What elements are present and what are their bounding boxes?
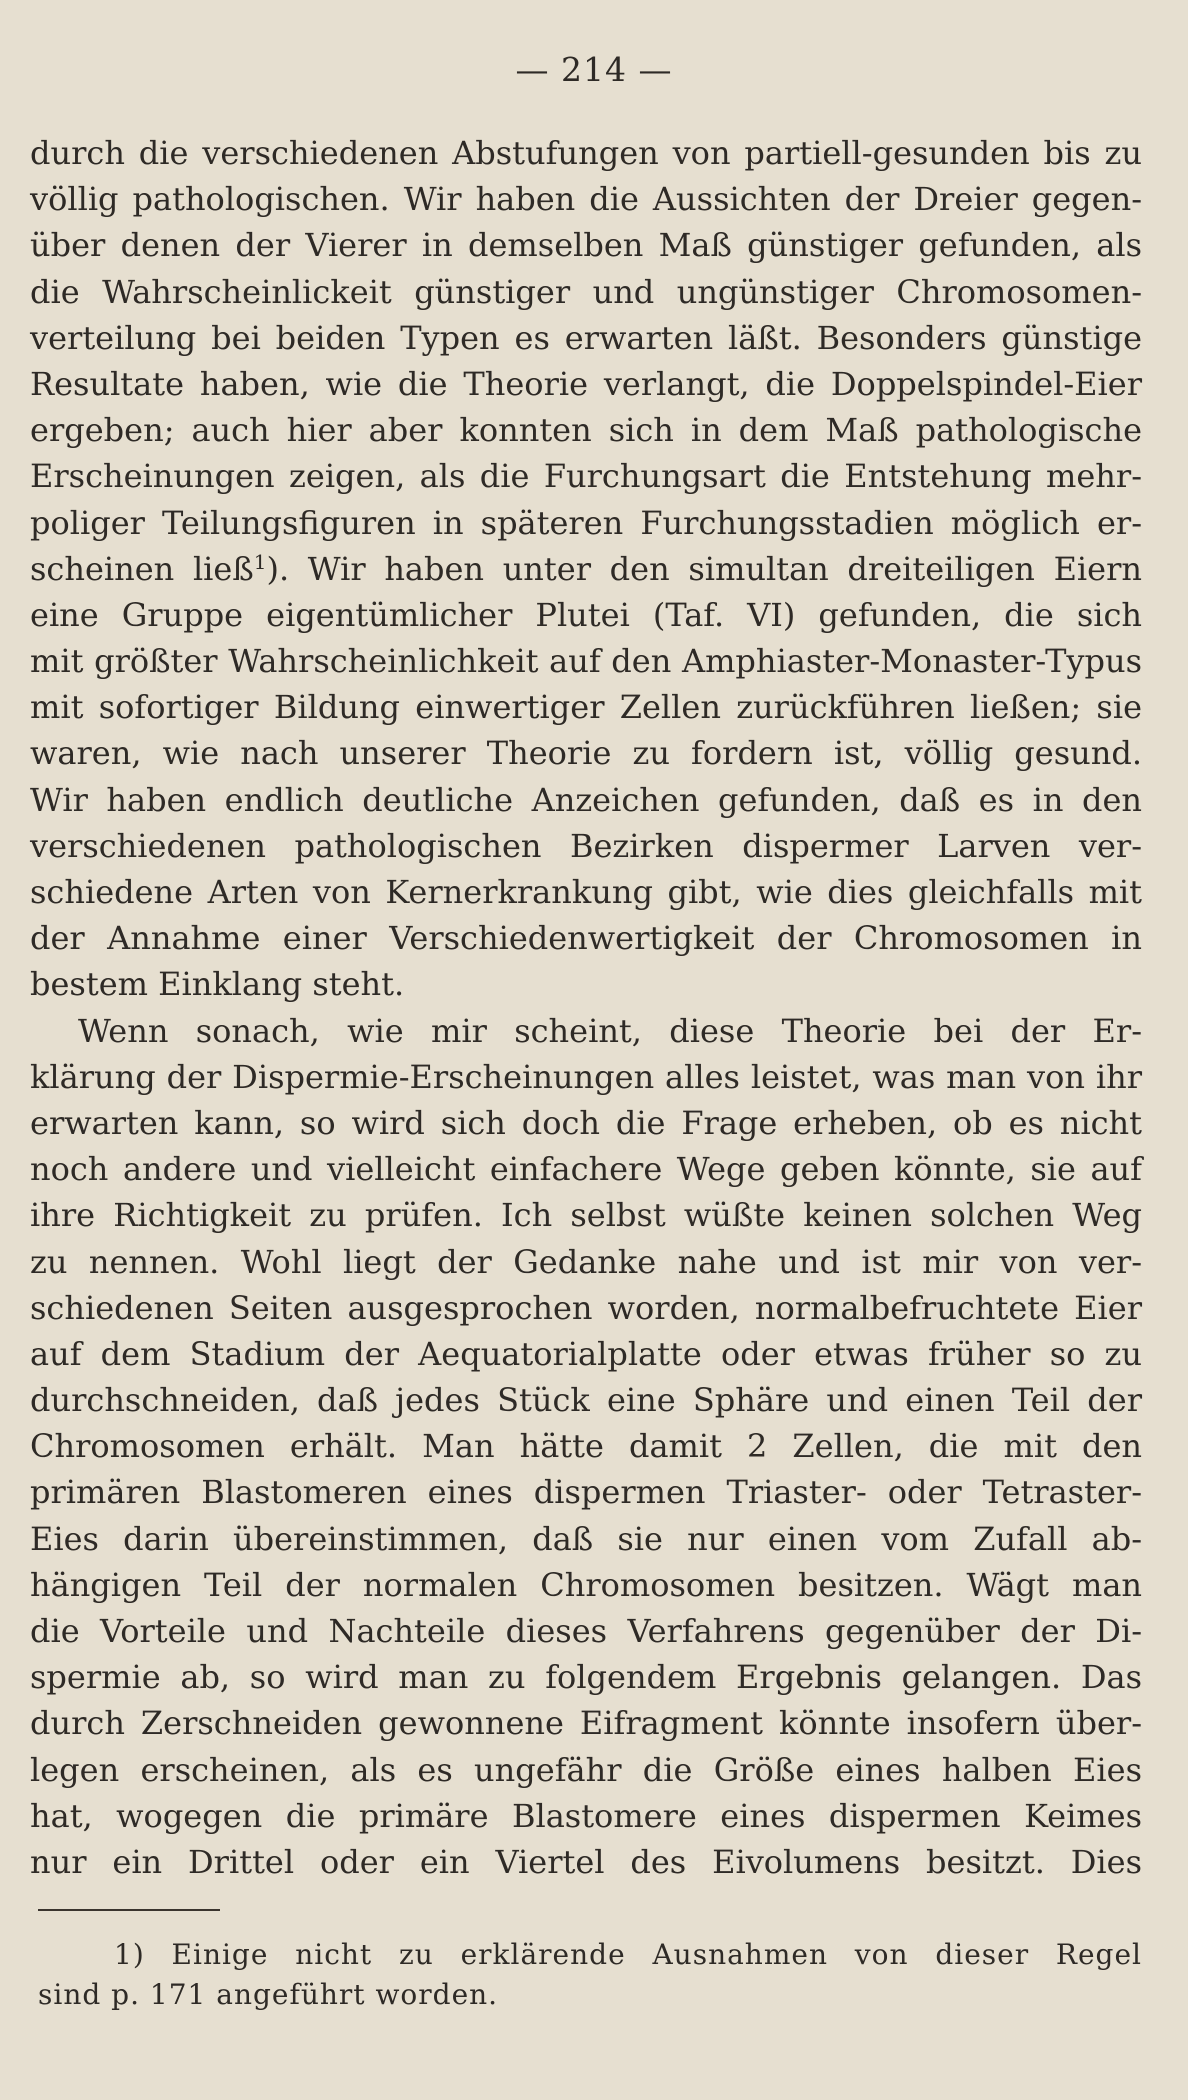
text-line: klärung der Dispermie-Erscheinungen alles leistet, was man von ihr	[30, 1057, 1142, 1096]
text-line: völlig pathologischen. Wir haben die Aussichten der Dreier gegen-	[30, 180, 1142, 219]
text-line: bestem Einklang steht.	[30, 965, 405, 1004]
footnote	[38, 1935, 1142, 2015]
text-line: waren, wie nach unserer Theorie zu fordern ist, völlig gesund.	[30, 734, 1142, 773]
text-line: primären Blastomeren eines dispermen Triaster- oder Tetraster-	[30, 1473, 1142, 1512]
text-line: durch die verschiedenen Abstufungen von partiell-gesunden bis zu	[30, 134, 1142, 172]
text-line: zu nennen. Wohl liegt der Gedanke nahe und ist mir von ver-	[30, 1242, 1142, 1281]
body-text	[30, 130, 1142, 1885]
text-line: schiedenen Seiten ausgesprochen worden, normalbefruchtete Eier	[30, 1288, 1142, 1327]
text-line: hängigen Teil der normalen Chromosomen besitzen. Wägt man	[30, 1565, 1142, 1604]
text-line: die Wahrscheinlickeit günstiger und ungünstiger Chromosomen-	[30, 272, 1142, 311]
text-line: hat, wogegen die primäre Blastomere eines dispermen Keimes	[30, 1796, 1142, 1835]
text-line: schiedene Arten von Kernerkrankung gibt, wie dies gleichfalls mit	[30, 873, 1142, 911]
text-line: ihre Richtigkeit zu prüfen. Ich selbst wüßte keinen solchen Weg	[30, 1196, 1142, 1235]
text-line: eine Gruppe eigentümlicher Plutei (Taf. VI) gefunden, die sich	[30, 595, 1142, 634]
text-line: Resultate haben, wie die Theorie verlangt, die Doppelspindel-Eier	[30, 364, 1142, 403]
text-line: mit größter Wahrscheinlichkeit auf den Amphiaster-Monaster-Typus	[30, 642, 1142, 681]
text-line: die Vorteile und Nachteile dieses Verfahrens gegenüber der Di-	[30, 1612, 1142, 1650]
text-line: legen erscheinen, als es ungefähr die Größe eines halben Eies	[30, 1750, 1142, 1789]
text-line: spermie ab, so wird man zu folgendem Ergebnis gelangen. Das	[30, 1658, 1142, 1697]
text-line: durch Zerschneiden gewonnene Eifragment könnte insofern über-	[30, 1704, 1142, 1743]
text-line: poliger Teilungsfiguren in späteren Furchungsstadien möglich er-	[30, 503, 1142, 542]
text-line: verteilung bei beiden Typen es erwarten läßt. Besonders günstige	[30, 318, 1142, 357]
text-line: Eies darin übereinstimmen, daß sie nur einen vom Zufall ab-	[30, 1519, 1142, 1558]
text-line: mit sofortiger Bildung einwertiger Zellen zurückführen ließen; sie	[30, 688, 1142, 727]
text-line: durchschneiden, daß jedes Stück eine Sphäre und einen Teil der	[30, 1381, 1142, 1420]
text-line: Wir haben endlich deutliche Anzeichen gefunden, daß es in den	[30, 780, 1142, 819]
text-line: der Annahme einer Verschiedenwertigkeit der Chromosomen in	[30, 919, 1142, 958]
text-line: Wenn sonach, wie mir scheint, diese Theorie bei der Er-	[78, 1011, 1142, 1050]
text-line: verschiedenen pathologischen Bezirken dispermer Larven ver-	[30, 826, 1142, 865]
text-line: noch andere und vielleicht einfachere Wege geben könnte, sie auf	[30, 1150, 1142, 1189]
text-line: Chromosomen erhält. Man hätte damit 2 Zellen, die mit den	[30, 1427, 1142, 1466]
text-line: erwarten kann, so wird sich doch die Frage erheben, ob es nicht	[30, 1103, 1142, 1142]
text-line: nur ein Drittel oder ein Viertel des Eivolumens besitzt. Dies	[30, 1842, 1142, 1881]
footnote-line: sind p. 171 angeführt worden.	[38, 1978, 499, 2011]
text-line: auf dem Stadium der Aequatorialplatte oder etwas früher so zu	[30, 1334, 1142, 1373]
text-line: Erscheinungen zeigen, als die Furchungsart die Entstehung mehr-	[30, 457, 1142, 496]
text-segment: ). Wir haben unter den simultan dreiteiligen Eiern	[266, 549, 1143, 588]
text-segment: scheinen ließ	[30, 549, 254, 588]
footnote-reference: 1	[253, 549, 267, 574]
text-line: über denen der Vierer in demselben Maß günstiger gefunden, als	[30, 226, 1142, 265]
page-number: — 214 —	[515, 50, 673, 89]
text-line-with-footnote-ref	[30, 546, 1142, 592]
text-line: ergeben; auch hier aber konnten sich in dem Maß pathologische	[30, 411, 1142, 450]
footnote-separator	[38, 1909, 220, 1911]
footnote-line: 1) Einige nicht zu erklärende Ausnahmen von dieser Regel	[114, 1938, 1142, 1971]
